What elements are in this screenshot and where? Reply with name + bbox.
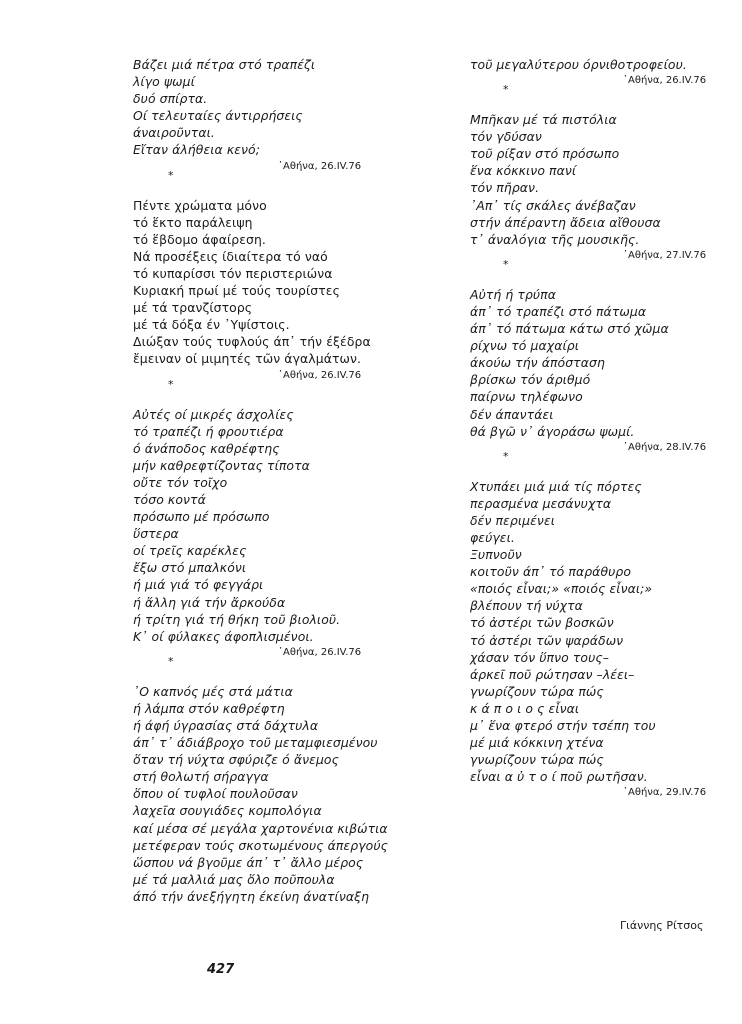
poem-signature	[133, 159, 433, 197]
poem-line: τοῦ ρίξαν στό πρόσωπο	[470, 146, 620, 162]
poem-line: μ᾽ ἕνα φτερό στήν τσέπη του	[470, 718, 656, 733]
poem	[133, 56, 433, 159]
poem-line: ή τρίτη γιά τή θήκη τοῦ βιολιοῦ.	[133, 611, 341, 627]
poem-line: τ᾽ άναλόγια τῆς μουσικῆς.	[470, 231, 640, 247]
poem-line: άπό τήν άνεξήγητη έκείνη άνατίναξη	[133, 888, 370, 904]
poem-signature	[470, 248, 720, 286]
poem-signature	[470, 440, 720, 478]
poem-line: μέ τά δόξα έν ᾽Υψίστοις.	[133, 317, 290, 333]
poem-line: λίγο ψωμί	[133, 74, 195, 90]
poem-line: ὅπου οί τυφλοί πουλοῦσαν	[133, 786, 298, 802]
poem-line: Κ᾽ οί φύλακες άφοπλισμένοι.	[133, 628, 314, 644]
poem-line: ὅταν τή νύχτα σφύριζε ό ἄνεμος	[133, 752, 339, 768]
poem-line: Αὐτή ή τρύπα	[470, 286, 557, 302]
poem-line: μέ τά τρανζίστορς	[133, 300, 253, 316]
poem-line: τό ἀστέρι τῶν ψαράδων	[470, 632, 624, 648]
asterisk-separator: *	[168, 377, 174, 391]
poem-date: ᾽Αθήνα, 26.IV.76	[278, 369, 362, 381]
asterisk-separator: *	[503, 449, 509, 463]
poem-line: στήν άπέραντη ἄδεια αἴθουσα	[470, 214, 661, 230]
poem	[470, 111, 720, 248]
poem-line: βλέπουν τή νύχτα	[470, 598, 583, 614]
poem-line: ἔξω στό μπαλκόνι	[133, 560, 247, 576]
poem	[133, 197, 433, 368]
poem-line: εἶναι α ὐ τ ο ί ποῦ ρωτῆσαν.	[470, 769, 648, 785]
poem	[133, 406, 433, 645]
poem-line: Ξυπνοῦν	[470, 547, 522, 563]
left-column	[133, 56, 433, 905]
poem-line: Βάζει μιά πέτρα στό τραπέζι	[133, 57, 316, 72]
poem-line: περασμένα μεσάνυχτα	[470, 495, 612, 511]
poem-line: τοῦ μεγαλύτερου όρνιθοτροφείου.	[470, 57, 687, 72]
poem-line: «ποιός εἶναι;» «ποιός εἶναι;»	[470, 581, 653, 597]
poem-line: Διώξαν τούς τυφλούς άπ᾽ τήν έξέδρα	[133, 334, 371, 350]
poem-line: παίρνω τηλέφωνο	[470, 389, 583, 405]
poem-line: γνωρίζουν τώρα πώς	[470, 683, 604, 699]
poem	[470, 478, 720, 786]
poem-line: λαχεῖα σουγιάδες κομπολόγια	[133, 803, 322, 819]
poem-date: ᾽Αθήνα, 28.IV.76	[623, 441, 707, 453]
poem-line: οὔτε τόν τοῖχο	[133, 474, 228, 490]
poem-line: μέ μιά κόκκινη χτένα	[470, 735, 604, 751]
poem-line: καί μέσα σέ μεγάλα χαρτονένια κιβώτια	[133, 820, 388, 836]
poem-line: ᾽Ο καπνός μές στά μάτια	[133, 683, 293, 699]
poem-line: Χτυπάει μιά μιά τίς πόρτες	[470, 478, 642, 494]
poem-line: Οί τελευταίες άντιρρήσεις	[133, 108, 303, 124]
poem-line: γνωρίζουν τώρα πώς	[470, 752, 604, 768]
poem-line: τό τραπέζι ή φρουτιέρα	[133, 423, 284, 439]
poem-line: θά βγῶ ν᾽ άγοράσω ψωμί.	[470, 423, 635, 439]
poem-line: Πέντε χρώματα μόνο	[133, 197, 267, 213]
poem-line: δυό σπίρτα.	[133, 91, 208, 107]
page-number: 427	[207, 962, 235, 977]
poem-line: τό ἕβδομο άφαίρεση.	[133, 231, 266, 247]
poem-line: τό κυπαρίσσι τόν περιστεριώνα	[133, 265, 333, 281]
poem-line: ὥσπου νά βγοῦμε άπ᾽ τ᾽ ἄλλο μέρος	[133, 854, 364, 870]
poem-date: ᾽Αθήνα, 26.IV.76	[278, 160, 362, 172]
poem-line: πρόσωπο μέ πρόσωπο	[133, 509, 270, 525]
poem-signature	[133, 645, 433, 683]
poem-line: τόν πῆραν.	[470, 180, 540, 196]
poem-line: άπ᾽ τό πάτωμα κάτω στό χῶμα	[470, 321, 669, 337]
poem-line: οί τρεῖς καρέκλες	[133, 543, 247, 559]
poem-line: άναιροῦνται.	[133, 125, 215, 141]
poem-line: ό άνάποδος καθρέφτης	[133, 440, 280, 456]
poem-signature	[470, 785, 720, 823]
poem-line: Μπῆκαν μέ τά πιστόλια	[470, 112, 617, 128]
poem-line: κοιτοῦν άπ᾽ τό παράθυρο	[470, 564, 632, 580]
poem-line: μετέφεραν τούς σκοτωμένους άπεργούς	[133, 837, 389, 853]
poem-line: δέν περιμένει	[470, 512, 556, 528]
asterisk-separator: *	[168, 654, 174, 668]
poem-line: Νά προσέξεις ίδιαίτερα τό ναό	[133, 248, 328, 264]
poem	[133, 683, 433, 905]
poem-line: ή λάμπα στόν καθρέφτη	[133, 700, 285, 716]
poem-line: ἕνα κόκκινο πανί	[470, 163, 577, 179]
poem-line: φεύγει.	[470, 529, 515, 545]
poem-line: άκούω τήν άπόσταση	[470, 355, 605, 371]
poem-line: άρκεῖ ποῦ ρώτησαν –λέει–	[470, 666, 635, 682]
author-name: Γιάννης Ρίτσος	[620, 919, 704, 932]
asterisk-separator: *	[503, 257, 509, 271]
poem-line: άπ᾽ τό τραπέζι στό πάτωμα	[470, 303, 647, 319]
poem-line: ᾽Απ᾽ τίς σκάλες άνέβαζαν	[470, 197, 636, 213]
poem-line: ὕστερα	[133, 526, 179, 542]
poem-line: στή θολωτή σήραγγα	[133, 769, 269, 785]
poem-line: άπ᾽ τ᾽ άδιάβροχο τοῦ μεταμφιεσμένου	[133, 735, 378, 751]
poem-line: χάσαν τόν ὕπνο τους–	[470, 649, 610, 665]
poem-date: ᾽Αθήνα, 26.IV.76	[623, 75, 707, 87]
poem-line: κ ά π ο ι ο ς εἶναι	[470, 700, 580, 716]
poem-line: μήν καθρεφτίζοντας τίποτα	[133, 457, 310, 473]
poem-line: τό ἀστέρι τῶν βοσκῶν	[470, 615, 614, 631]
poem-line: ή άφή ύγρασίας στά δάχτυλα	[133, 718, 319, 733]
poem-signature	[133, 368, 433, 406]
poem-line: μέ τά μαλλιά μας ὅλο ποῦπουλα	[133, 871, 335, 887]
poem-line: Αὐτές οί μικρές άσχολίες	[133, 406, 294, 422]
poem-date: ᾽Αθήνα, 29.IV.76	[623, 787, 707, 799]
poem-line: ή ἄλλη γιά τήν ἄρκούδα	[133, 594, 286, 610]
poem-line: δέν άπαντάει	[470, 406, 554, 422]
poem-line: τόσο κοντά	[133, 491, 206, 507]
poem-signature	[470, 73, 720, 111]
poem-line: ή μιά γιά τό φεγγάρι	[133, 577, 264, 593]
poem	[470, 286, 720, 440]
poem-line: τόν γδύσαν	[470, 129, 542, 145]
poem-line: ἔμειναν οί μιμητές τῶν άγαλμάτων.	[133, 351, 362, 367]
poem-line: Εἴταν άλήθεια κενό;	[133, 142, 261, 158]
poem-date: ᾽Αθήνα, 26.IV.76	[278, 646, 362, 658]
poem-line: Κυριακή πρωί μέ τούς τουρίστες	[133, 283, 340, 299]
asterisk-separator: *	[503, 83, 509, 97]
poem	[470, 56, 720, 73]
right-column	[470, 56, 720, 823]
asterisk-separator: *	[168, 168, 174, 182]
poem-date: ᾽Αθήνα, 27.IV.76	[623, 249, 707, 261]
poem-line: ρίχνω τό μαχαίρι	[470, 338, 580, 354]
poem-line: τό ἕκτο παράλειψη	[133, 214, 253, 230]
poem-line: βρίσκω τόν άριθμό	[470, 372, 591, 388]
